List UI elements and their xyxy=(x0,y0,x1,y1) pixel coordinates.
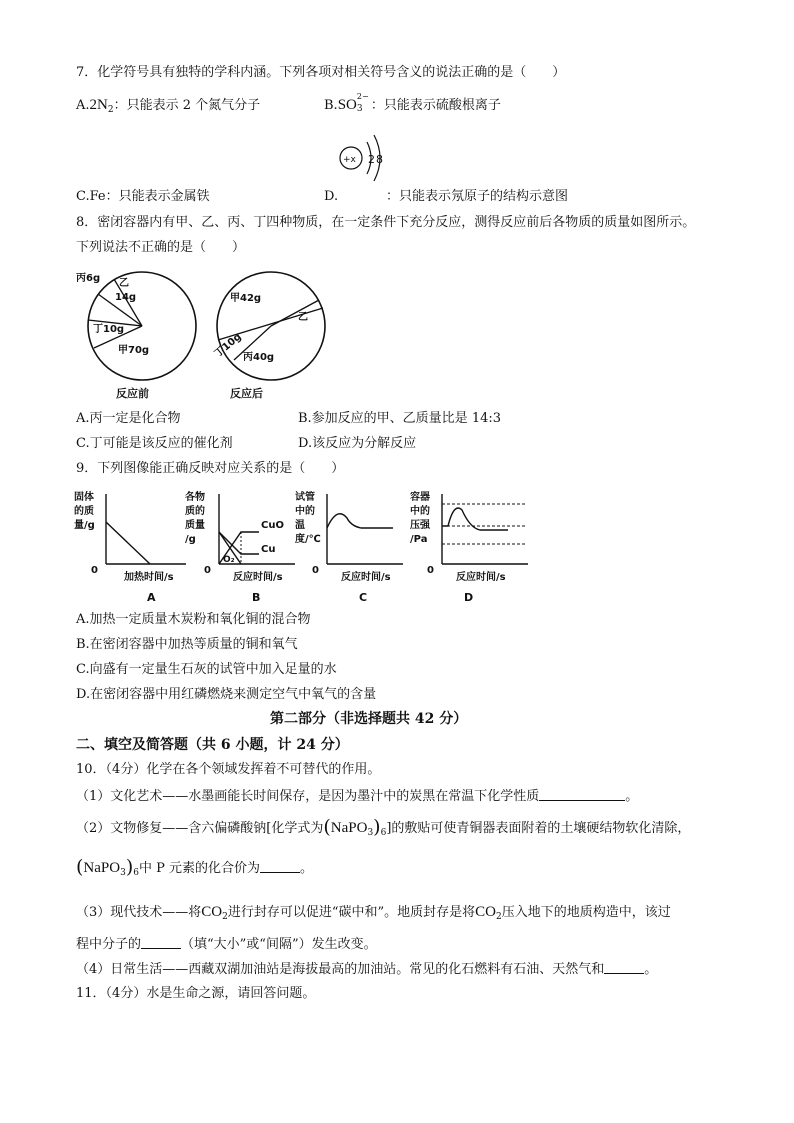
q7-option-d-prefix: D. xyxy=(324,189,339,204)
q10-sub3-blank[interactable] xyxy=(141,936,181,949)
graph-b-origin: 0 xyxy=(204,565,211,576)
pie-after-divider-yi xyxy=(271,300,319,326)
pie-chart-before xyxy=(74,268,214,404)
q10-stem: 10．（4分）化学在各个领域发挥着不可替代的作用。 xyxy=(76,762,381,777)
graph-c-letter: C xyxy=(359,591,368,604)
graph-b-xlabel: 反应时间/s xyxy=(233,572,283,583)
shell-1-count: 2 xyxy=(368,153,375,166)
pie-chart-after xyxy=(206,268,346,404)
graph-b-ylabel-4: /g xyxy=(185,534,196,545)
pie-after-label-jia: 甲42g xyxy=(230,293,262,304)
graph-b-ylabel-1: 各物 xyxy=(185,492,205,503)
q8-option-a: A.丙一定是化合物 xyxy=(76,411,181,426)
q9-option-a: A.加热一定质量木炭粉和氧化铜的混合物 xyxy=(76,612,311,627)
graph-d-xlabel: 反应时间/s xyxy=(456,572,506,583)
graph-d-ylabel-4: /Pa xyxy=(410,534,428,545)
q8-option-b: B.参加反应的甲、乙质量比是 14:3 xyxy=(298,411,502,426)
q7-option-b: B.SO 2− 3 ：只能表示硫酸根离子 xyxy=(324,92,501,114)
atom-structure-diagram xyxy=(334,130,394,186)
q10-sub2-blank[interactable] xyxy=(260,860,300,873)
q10-sub1: （1）文化艺术——水墨画能长时间保存，是因为墨汁中的炭黑在常温下化学性质 。 xyxy=(76,789,639,804)
q10-sub2-line2: $(NaPO_3)_6$中 P 元素的化合价为 。 xyxy=(76,856,314,878)
q9-option-d: D.在密闭容器中用红磷燃烧来测定空气中氧气的含量 xyxy=(76,687,377,702)
graph-a-ylabel-1: 固体 xyxy=(74,492,94,503)
graph-a-letter: A xyxy=(147,591,156,604)
graph-a xyxy=(72,488,197,606)
graph-b-label-o2: O₂ xyxy=(223,555,235,565)
q8-option-d: D.该反应为分解反应 xyxy=(298,436,417,451)
part2-title: 第二部分（非选择题共 42 分） xyxy=(270,711,468,727)
graph-d-letter: D xyxy=(464,591,474,604)
q10-sub3-line2: 程中分子的 （填“大小”或“间隔”）发生改变。 xyxy=(76,937,377,952)
graph-c-origin: 0 xyxy=(312,565,319,576)
graph-c-ylabel-2: 中的 xyxy=(295,506,315,517)
q9-stem: 9．下列图像能正确反映对应关系的是（ ） xyxy=(76,461,345,476)
graph-d xyxy=(408,488,533,606)
q7-option-c: C.Fe：只能表示金属铁 xyxy=(76,189,210,204)
graph-a-curve xyxy=(106,522,150,564)
graph-c-xlabel: 反应时间/s xyxy=(341,572,391,583)
graph-a-ylabel-3: 量/g xyxy=(74,520,95,531)
graph-b-label-cuo: CuO xyxy=(261,520,284,531)
graph-d-ylabel-2: 中的 xyxy=(410,506,430,517)
q10-sub3-line1: （3）现代技术——将$CO_2$进行封存可以促进“碳中和”。地质封存是将$CO_2$压入地下的地质构造中，该过 xyxy=(76,904,671,922)
graph-a-origin: 0 xyxy=(91,565,98,576)
pie-before-label-ding: 丁10g xyxy=(93,324,125,335)
pie-after-label-bing: 丙40g xyxy=(243,352,275,363)
q10-sub4: （4）日常生活——西藏双湖加油站是海拔最高的加油站。常见的化石燃料有石油、天然气和 。 xyxy=(76,962,658,977)
section2-title: 二、填空及简答题（共 6 小题，计 24 分） xyxy=(76,737,349,753)
pie-after-caption: 反应后 xyxy=(230,387,263,400)
graph-c-curve xyxy=(327,514,393,528)
q7-option-a: $A.2N_2$：只能表示 2 个氮气分子 xyxy=(76,97,261,115)
pie-before-label-bing: 丙6g xyxy=(76,273,101,284)
q7-stem: 7．化学符号具有独特的学科内涵。下列各项对相关符号含义的说法正确的是（ ） xyxy=(76,65,566,80)
pie-before-label-jia: 甲70g xyxy=(118,345,150,356)
q11-stem: 11．（4分）水是生命之源，请回答问题。 xyxy=(76,986,316,1001)
graph-b xyxy=(183,488,308,606)
q8-option-c: C.丁可能是该反应的催化剂 xyxy=(76,436,233,451)
q10-sub2-line1: （2）文物修复——含六偏磷酸钠[化学式为$(NaPO_3)_6$]的敷贴可使青铜器表面附着的土壤硬结物软化清除， xyxy=(76,816,691,838)
q10-sub4-blank[interactable] xyxy=(604,961,644,974)
pie-after-label-yi: 乙 xyxy=(298,312,308,323)
shell-2-count: 8 xyxy=(376,153,383,166)
graph-d-ylabel-3: 压强 xyxy=(410,520,430,531)
pie-before-caption: 反应前 xyxy=(116,387,149,400)
graph-a-ylabel-2: 的质 xyxy=(74,506,94,517)
q7-option-d-text: ：只能表示氖原子的结构示意图 xyxy=(386,189,569,204)
graph-d-curve xyxy=(442,508,508,530)
graph-c xyxy=(293,488,418,606)
q9-option-b: B.在密闭容器中加热等质量的铜和氧气 xyxy=(76,637,298,652)
graph-d-origin: 0 xyxy=(427,565,434,576)
pie-before-label-yi-val: 14g xyxy=(115,292,137,303)
graph-c-ylabel-3: 温 xyxy=(295,520,305,531)
nucleus-charge: +x xyxy=(343,155,356,165)
q10-sub1-blank[interactable] xyxy=(539,788,625,801)
pie-after-label-ding: 丁10g xyxy=(212,331,244,360)
graph-b-letter: B xyxy=(252,591,261,604)
q8-stem-line2: 下列说法不正确的是（ ） xyxy=(76,240,246,255)
q8-stem-line1: 8．密闭容器内有甲、乙、丙、丁四种物质，在一定条件下充分反应，测得反应前后各物质的质量如图所示。 xyxy=(76,215,696,230)
graph-b-ylabel-3: 质量 xyxy=(185,520,205,531)
graph-c-ylabel-4: 度/℃ xyxy=(295,534,321,545)
graph-c-ylabel-1: 试管 xyxy=(295,492,315,503)
pie-before-label-yi-name: 乙 xyxy=(119,278,129,289)
q9-option-c: C.向盛有一定量生石灰的试管中加入足量的水 xyxy=(76,662,337,677)
graph-b-label-cu: Cu xyxy=(261,544,276,555)
graph-b-ylabel-2: 质的 xyxy=(185,506,205,517)
graph-d-ylabel-1: 容器 xyxy=(410,492,430,503)
graph-a-xlabel: 加热时间/s xyxy=(124,572,174,583)
